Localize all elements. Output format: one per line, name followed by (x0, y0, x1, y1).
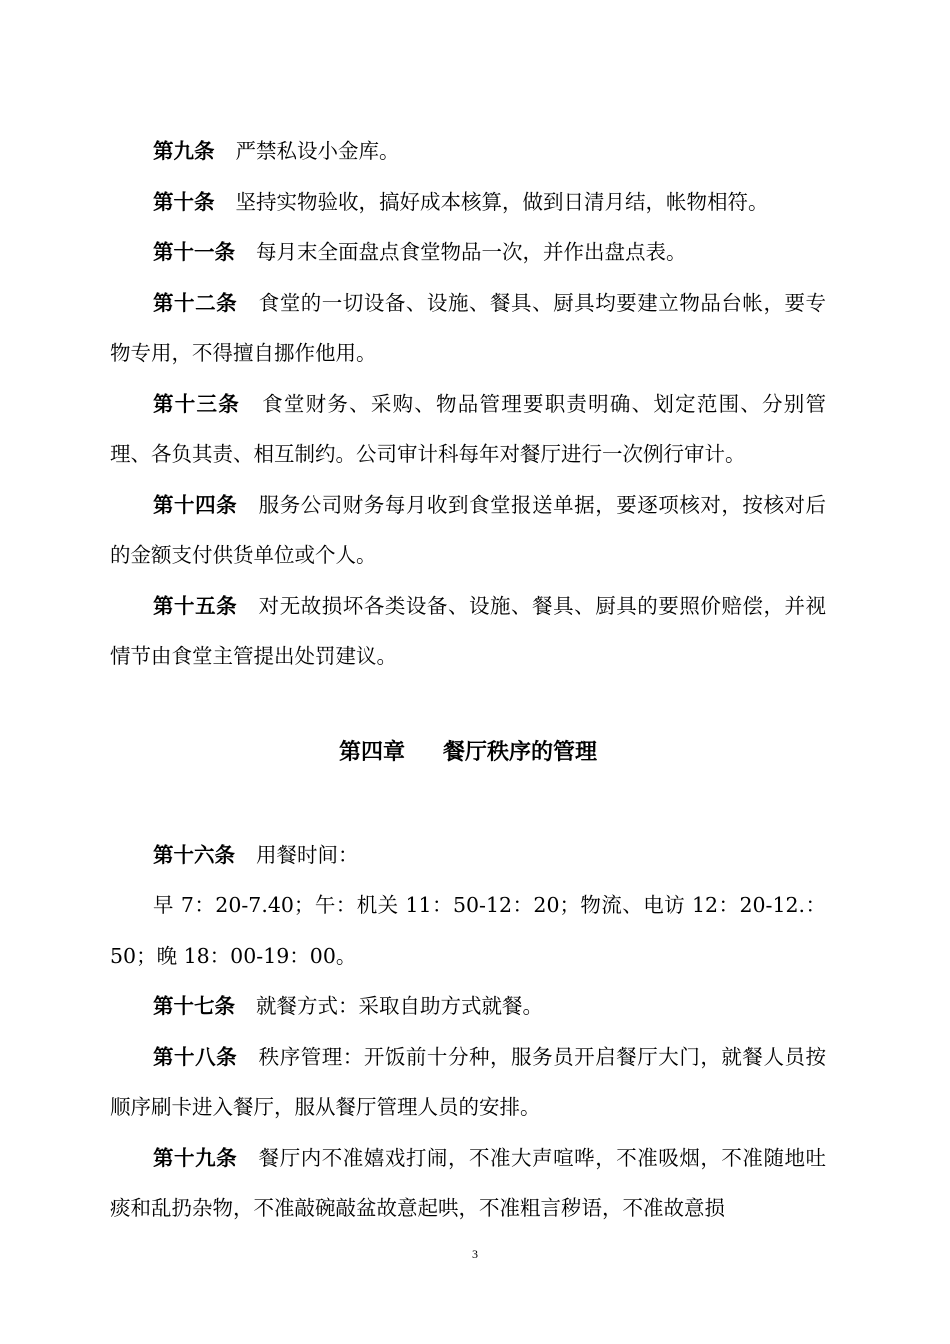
article-15 (110, 581, 826, 682)
article-18 (110, 1032, 826, 1133)
article-text: 就餐方式：采取自助方式就餐。 (256, 994, 543, 1018)
chapter-heading (110, 728, 826, 778)
article-text: 每月末全面盘点食堂物品一次，并作出盘点表。 (256, 240, 687, 264)
article-label: 第十八条 (153, 1044, 238, 1069)
article-label: 第十四条 (153, 492, 238, 517)
article-19 (110, 1133, 826, 1234)
article-text: 食堂财务、采购、物品管理要职责明确、划定范围、分别管理、各负其责、相互制约。公司审计科每年对餐厅进行一次例行审计。 (110, 391, 827, 466)
article-12 (110, 278, 826, 379)
article-13 (110, 379, 826, 480)
article-text: 餐厅内不准嬉戏打闹，不准大声喧哗，不准吸烟，不准随地吐痰和乱扔杂物，不准敲碗敲盆故意起哄，不准粗言秽语，不准故意损 (110, 1145, 827, 1220)
article-label: 第十二条 (153, 290, 238, 315)
article-label: 第十一条 (153, 240, 235, 264)
article-text: 服务公司财务每月收到食堂报送单据，要逐项核对，按核对后的金额支付供货单位或个人。 (110, 492, 827, 567)
article-14 (110, 480, 826, 581)
page-content (110, 126, 826, 1234)
article-10 (110, 177, 826, 228)
chapter-title: 餐厅秩序的管理 (443, 739, 598, 765)
chapter-number: 第四章 (338, 739, 405, 765)
meal-schedule: 早 7：20-7.40；午：机关 11：50-12：20；物流、电访 12：20-12.：50；晚 18：00-19：00。 (110, 893, 826, 968)
article-label: 第十三条 (153, 391, 240, 416)
article-label: 第十九条 (153, 1145, 238, 1170)
article-label: 第十六条 (153, 842, 235, 867)
article-label: 第十七条 (153, 994, 235, 1018)
article-9 (110, 126, 826, 177)
article-text: 秩序管理：开饭前十分种，服务员开启餐厅大门，就餐人员按顺序刷卡进入餐厅，服从餐厅管理人员的安排。 (110, 1044, 827, 1119)
article-17 (110, 981, 826, 1032)
article-text: 对无故损坏各类设备、设施、餐具、厨具的要照价赔偿，并视情节由食堂主管提出处罚建议。 (110, 593, 827, 668)
article-text: 严禁私设小金库。 (235, 139, 400, 163)
page-number: 3 (472, 1247, 478, 1261)
article-11 (110, 227, 826, 278)
article-16 (110, 830, 826, 881)
article-label: 第九条 (153, 139, 215, 163)
article-text: 食堂的一切设备、设施、餐具、厨具均要建立物品台帐，要专物专用，不得擅自挪作他用。 (110, 290, 827, 365)
article-label: 第十五条 (153, 593, 238, 618)
article-text: 用餐时间： (256, 842, 359, 867)
article-text: 坚持实物验收，搞好成本核算，做到日清月结，帐物相符。 (235, 189, 769, 214)
article-label: 第十条 (153, 189, 215, 214)
